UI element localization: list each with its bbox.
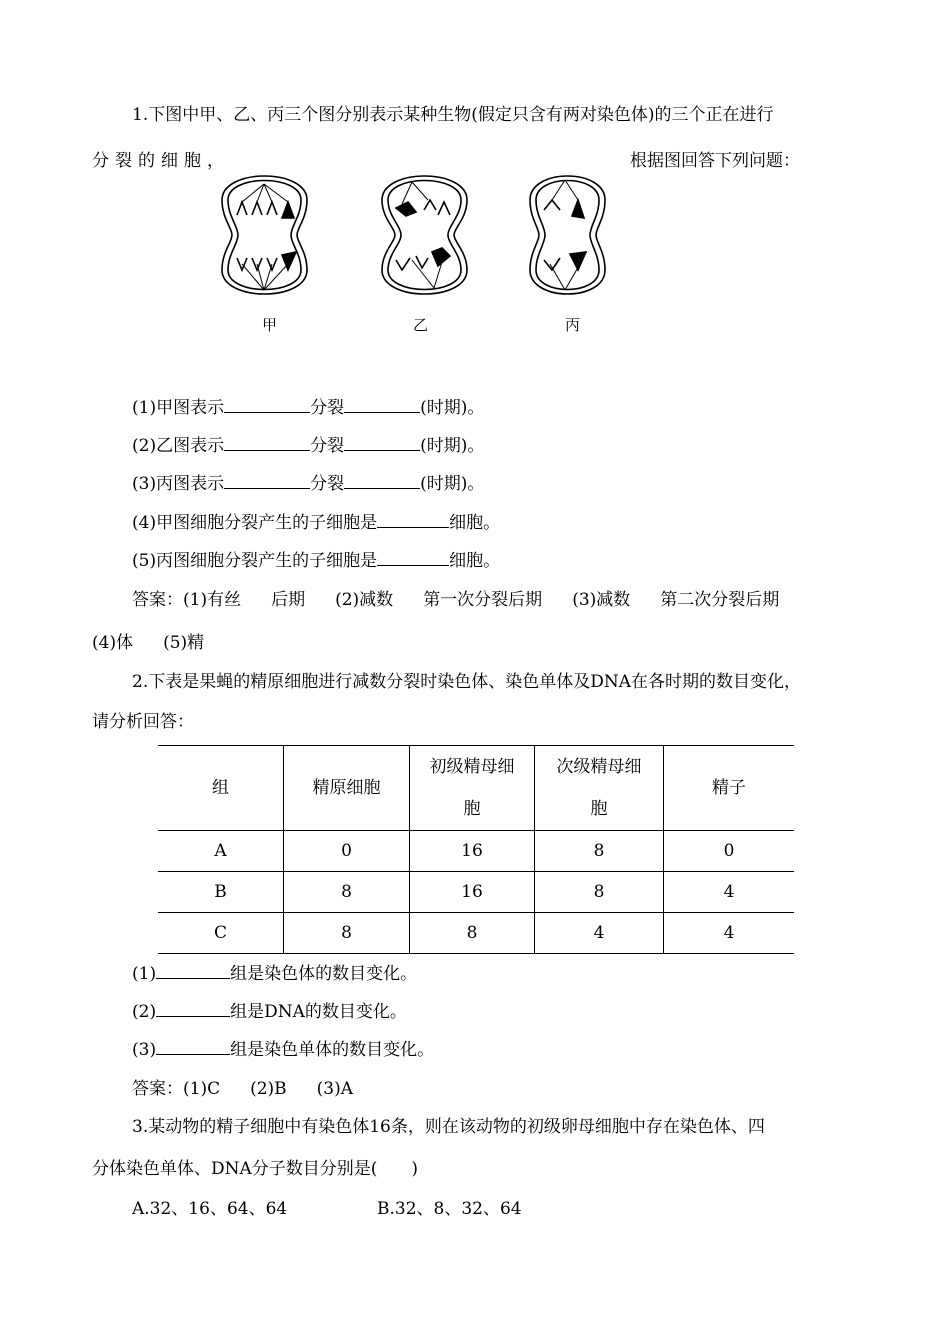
table-header-cell: 精子 [664, 746, 795, 831]
table-cell: A [158, 831, 284, 872]
q1-sub-3: (3)丙图表示 分裂 (时期)。 [132, 474, 485, 494]
table-cell: 0 [664, 831, 795, 872]
table-row [158, 872, 794, 913]
table-cell: 8 [535, 831, 664, 872]
q3-text-line2: 分体染色单体、DNA分子数目分别是( ) [92, 1159, 419, 1179]
table-header-cell: 精原细胞 [284, 746, 410, 831]
table-cell: 8 [284, 872, 410, 913]
q2-text-line1: 2.下表是果蝇的精原细胞进行减数分裂时染色体、染色单体及DNA在各时期的数目变化， [132, 672, 801, 692]
table-cell: B [158, 872, 284, 913]
cell-label-jia: 甲 [262, 316, 278, 334]
cell-label-yi: 乙 [413, 316, 429, 334]
table-cell: 16 [410, 872, 535, 913]
q2-text-line2: 请分析回答： [92, 712, 194, 732]
table-cell: 4 [664, 872, 795, 913]
table-row [158, 913, 794, 954]
table-cell: 4 [664, 913, 795, 954]
q1-text-line2-right: 根据图回答下列问题： [630, 151, 800, 171]
q3-text-line1: 3.某动物的精子细胞中有染色体16条，则在该动物的初级卵母细胞中存在染色体、四 [132, 1117, 765, 1137]
q1-sub-5: (5)丙图细胞分裂产生的子细胞是 细胞。 [132, 551, 501, 571]
table-header-row [158, 746, 794, 831]
table-row [158, 831, 794, 872]
q1-sub-2: (2)乙图表示 分裂 (时期)。 [132, 436, 485, 456]
q1-text-line2-left: 分裂的细胞， [92, 151, 230, 171]
table-cell: 8 [284, 913, 410, 954]
table-cell: 4 [535, 913, 664, 954]
count-table [158, 745, 794, 954]
table-cell: C [158, 913, 284, 954]
q1-sub-1: (1)甲图表示 分裂 (时期)。 [132, 398, 485, 418]
q2-sub-2: (2) 组是DNA的数目变化。 [132, 1002, 407, 1022]
cell-yi-diagram [382, 176, 467, 294]
q1-text-line1: 1.下图中甲、乙、丙三个图分别表示某种生物(假定只含有两对染色体)的三个正在进行 [132, 105, 774, 125]
cell-division-figure [212, 160, 632, 310]
q1-answer-line2: (4)体 (5)精 [92, 633, 205, 653]
table-cell: 8 [535, 872, 664, 913]
cell-label-bing: 丙 [565, 316, 581, 334]
table-cell: 8 [410, 913, 535, 954]
q2-sub-1: (1) 组是染色体的数目变化。 [132, 964, 418, 984]
q2-answer: 答案：(1)C (2)B (3)A [132, 1079, 354, 1099]
cell-jia-diagram [222, 176, 307, 294]
q3-option-b: B.32、8、32、64 [377, 1199, 522, 1219]
table-header-cell: 初级精母细 胞 [410, 746, 535, 831]
table-cell: 16 [410, 831, 535, 872]
q1-answer-line1: 答案：(1)有丝 后期 (2)减数 第一次分裂后期 (3)减数 第二次分裂后期 [132, 590, 780, 610]
table-cell: 0 [284, 831, 410, 872]
table-header-cell: 组 [158, 746, 284, 831]
cell-bing-diagram [530, 176, 605, 294]
q2-sub-3: (3) 组是染色单体的数目变化。 [132, 1040, 435, 1060]
table-header-cell: 次级精母细 胞 [535, 746, 664, 831]
q3-option-a: A.32、16、64、64 [132, 1199, 288, 1219]
q1-sub-4: (4)甲图细胞分裂产生的子细胞是 细胞。 [132, 513, 501, 533]
